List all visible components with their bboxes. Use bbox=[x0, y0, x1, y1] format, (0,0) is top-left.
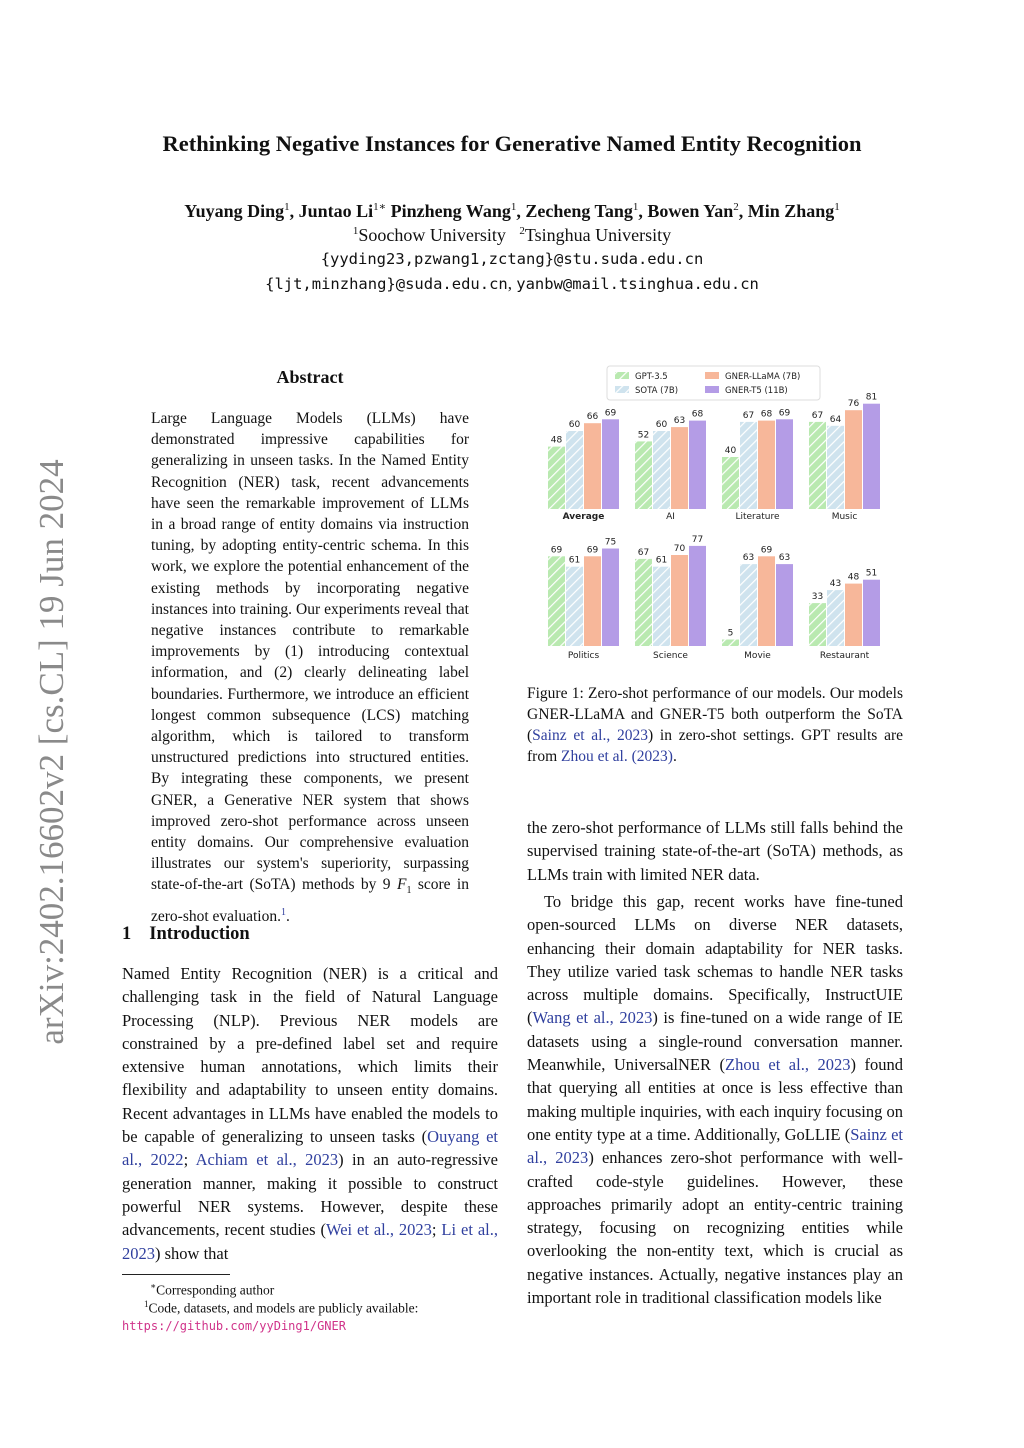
bar-value-label: 60 bbox=[655, 420, 668, 430]
citation-link[interactable]: Zhou et al., 2023 bbox=[725, 1055, 851, 1075]
citation-link[interactable]: Achiam et al., 2023 bbox=[195, 1150, 339, 1170]
bar-value-label: 66 bbox=[586, 412, 599, 423]
affiliations bbox=[0, 225, 1024, 246]
legend-swatch bbox=[705, 386, 719, 393]
bar-value-label: 48 bbox=[847, 572, 860, 583]
figure-1 bbox=[527, 362, 907, 662]
bar bbox=[635, 441, 652, 509]
legend-swatch bbox=[705, 372, 719, 379]
abstract-body: Large Language Models (LLMs) have demonstrated impressive capabilities for generalizing in unseen tasks. In the Named Entity Recognition (NER) task, recent advancements have seen the remarkable improvement of LLMs in a broad range of entity domains via instruction tuning, by adopting entity-centric schema. In this work, we explore the potential enhancement of the existing methods by incorporating negative instances into training. Our experiments reveal that negative instances contribute to remarkable improvements by (1) introducing contextual information, and (2) clearly delineating label boundaries. Furthermore, we introduce an efficient longest common subsequence (LCS) matching algorithm, which is tailored to transform unstructured predictions into structured entities. By integrating these components, we present GNER, a Generative NER system that shows improved zero-shot performance across unseen entity domains. Our comprehensive evaluation illustrates our system's superiority, surpassing state-of-the-art (SoTA) methods by 9 $F_1$ score in zero-shot evaluation.$^1$. bbox=[151, 410, 469, 925]
bar-value-label: 63 bbox=[742, 553, 755, 564]
author-list: Yuyang Ding$^1$, Juntao $Li^{1∗}$ Pinzheng Wang$^1$, Zecheng Tang$^1$, Bowen Yan$^2$, Min Zhang$^1$ bbox=[184, 201, 840, 221]
footnote-mark: 1 bbox=[144, 1299, 149, 1309]
author-name: Bowen Yan bbox=[647, 201, 734, 221]
footnote-rule bbox=[122, 1274, 230, 1275]
bar bbox=[722, 640, 739, 647]
bar-value-label: 52 bbox=[637, 430, 650, 441]
bar-value-label: 40 bbox=[724, 446, 737, 456]
author-name: Min Zhang bbox=[747, 201, 835, 221]
bar bbox=[809, 422, 826, 509]
legend-swatch bbox=[615, 372, 629, 379]
bar bbox=[602, 549, 619, 647]
email-line-2: {ljt,minzhang}@suda.edu.cn, yanbw@mail.tsinghua.edu.cn bbox=[265, 274, 759, 293]
chart-bars bbox=[548, 393, 880, 661]
legend-label: GNER-LLaMA (7B) bbox=[725, 372, 801, 382]
paper-title: Rethinking Negative Instances for Generative Named Entity Recognition bbox=[162, 131, 862, 156]
bar bbox=[548, 447, 565, 509]
category-label: Politics bbox=[567, 651, 600, 661]
intro-paragraph-1: Named Entity Recognition (NER) is a critical and challenging task in the field of Natural Language Processing (NLP). Previous NER models are constrained by a pre-defined label set and require extensive human annotations, which limits their flexibility and adaptability to unseen entity domains. Recent advantages in LLMs have enabled the models to be capable of generalizing to unseen tasks (Ouyang et al., 2022; Achiam et al., 2023) in an auto-regressive generation manner, making it possible to construct powerful NER systems. However, despite these advancements, recent studies (Wei et al., 2023; Li et al., 2023) show that bbox=[122, 964, 498, 1263]
citation-link[interactable]: Sainz et al., 2023 bbox=[532, 727, 648, 744]
citation-link[interactable]: Ouyang et al., 2022 bbox=[122, 1127, 498, 1170]
affiliation-mark: 1 bbox=[352, 225, 359, 237]
bar-value-label: 60 bbox=[568, 420, 581, 430]
bar-value-label: 77 bbox=[691, 534, 704, 545]
bar bbox=[827, 426, 844, 509]
bar-value-label: 61 bbox=[568, 555, 581, 566]
bar bbox=[635, 559, 652, 646]
bar bbox=[845, 584, 862, 646]
bar-value-label: 69 bbox=[604, 408, 617, 419]
github-link[interactable]: https://github.com/yyDing1/GNER bbox=[122, 1318, 346, 1333]
section-title: Introduction bbox=[149, 924, 250, 944]
footnote-text: Corresponding author bbox=[156, 1282, 275, 1298]
category-label: Science bbox=[653, 651, 688, 661]
author-mark: 1 bbox=[632, 201, 639, 213]
bar-value-label: 43 bbox=[829, 579, 842, 590]
bar bbox=[548, 556, 565, 646]
legend-label: SOTA (7B) bbox=[635, 386, 679, 396]
bar bbox=[602, 419, 619, 509]
bar bbox=[776, 419, 793, 509]
abstract-text: Large Language Models (LLMs) have demonstrated impressive capabilities for generalizing in unseen tasks. In the Named Entity Recognition (NER) task, recent advancements have seen the remarkable improvement of LLMs in a broad range of entity domains via instruction tuning, by adopting entity-centric schema. In this work, we explore the potential enhancement of the existing methods by incorporating negative instances into training. Our experiments reveal that negative instances contribute to remarkable improvements by (1) introducing contextual information, and (2) clearly delineating label boundaries. Furthermore, we introduce an efficient longest common subsequence (LCS) matching algorithm, which is tailored to transform unstructured predictions into structured entities. By integrating these components, we present GNER, a Generative NER system that shows improved zero-shot performance across unseen entity domains. Our comprehensive evaluation illustrates our system's superiority, surpassing state-of-the-art (SoTA) methods by 9 bbox=[151, 410, 469, 894]
abstract-heading: Abstract bbox=[276, 367, 344, 387]
citation-link[interactable]: Zhou et al. (2023) bbox=[561, 748, 673, 765]
author-mark: 2 bbox=[733, 201, 739, 213]
bar-value-label: 51 bbox=[865, 568, 878, 579]
bar-value-label: 67 bbox=[811, 410, 824, 421]
citation-link[interactable]: Sainz et al., 2023 bbox=[527, 1124, 903, 1168]
category-label: Music bbox=[831, 512, 858, 522]
bar-value-label: 70 bbox=[673, 544, 686, 554]
legend-label: GNER-T5 (11B) bbox=[725, 386, 788, 396]
bar-value-label: 69 bbox=[550, 545, 563, 556]
bar bbox=[653, 567, 670, 646]
bar-value-label: 75 bbox=[604, 537, 617, 548]
affiliation-mark: 2 bbox=[519, 225, 525, 237]
bar-value-label: 67 bbox=[637, 547, 650, 558]
arxiv-identifier: arXiv:2402.16602v2 [cs.CL] 19 Jun 2024 bbox=[32, 459, 71, 1045]
f1-subscript: 1 bbox=[406, 885, 412, 897]
bar-value-label: 48 bbox=[550, 435, 563, 446]
category-label: Literature bbox=[735, 512, 780, 522]
bar bbox=[653, 431, 670, 509]
author-mark: 1 bbox=[834, 201, 840, 213]
affiliation-name: Tsinghua University bbox=[524, 225, 672, 245]
bar-value-label: 81 bbox=[865, 392, 878, 403]
citation-link[interactable]: Li et al., 2023 bbox=[122, 1220, 498, 1263]
footnote-mark: ∗ bbox=[150, 1281, 157, 1291]
bar bbox=[758, 556, 775, 646]
bar bbox=[584, 423, 601, 509]
bar bbox=[689, 546, 706, 646]
bar bbox=[689, 421, 706, 509]
intro-paragraph-1-continued: the zero-shot performance of LLMs still falls behind the supervised training state-of-the-art (SoTA) methods, as LLMs train with limited NER data. bbox=[527, 818, 903, 884]
bar-value-label: 64 bbox=[829, 414, 842, 425]
bar-value-label: 63 bbox=[673, 416, 686, 427]
bar bbox=[566, 567, 583, 646]
bar-value-label: 69 bbox=[760, 545, 773, 556]
author-mark: 1∗ bbox=[373, 201, 387, 213]
footnote-2 bbox=[122, 1296, 498, 1335]
chart-legend bbox=[607, 366, 820, 400]
legend-swatch bbox=[615, 386, 629, 393]
bar bbox=[671, 555, 688, 646]
category-label: Restaurant bbox=[819, 651, 870, 661]
category-label: Average bbox=[562, 512, 605, 522]
author-mark: 1 bbox=[510, 201, 517, 213]
bar-value-label: 33 bbox=[811, 592, 824, 603]
bar-value-label: 63 bbox=[778, 553, 791, 564]
bar-value-label: 69 bbox=[586, 545, 599, 556]
affiliation-name: Soochow University bbox=[358, 225, 506, 245]
bar bbox=[671, 427, 688, 509]
author-name: Juntao Li bbox=[298, 201, 374, 221]
bar-chart bbox=[527, 362, 907, 662]
bar bbox=[776, 564, 793, 646]
footnote-ref[interactable]: 1 bbox=[280, 906, 286, 918]
figure-caption: Figure 1: Zero-shot performance of our models. Our models GNER-LLaMA and GNER-T5 both outperform the SoTA (Sainz et al., 2023) in zero-shot settings. GPT results are from Zhou et al. (2023). bbox=[527, 685, 903, 765]
bar bbox=[845, 410, 862, 509]
bar-value-label: 67 bbox=[742, 410, 755, 421]
author-name: Pinzheng Wang bbox=[390, 201, 511, 221]
bar bbox=[584, 556, 601, 646]
footnote-text: Code, datasets, and models are publicly available: bbox=[148, 1300, 419, 1316]
bar-value-label: 61 bbox=[655, 555, 668, 566]
intro-paragraph-2: To bridge this gap, recent works have fine-tuned open-sourced LLMs on diverse NER datasets, enhancing their domain adaptability for NER tasks. They utilize varied task schemas to handle NER tasks across multiple domains. Specifically, InstructUIE (Wang et al., 2023) is fine-tuned on a wide range of IE datasets using a single-round conversation manner. Meanwhile, UniversalNER (Zhou et al., 2023) found that querying all entities at once is less effective than making multiple inquiries, with each inquiry focusing on one entity type at a time. Additionally, GoLLIE (Sainz et al., 2023) enhances zero-shot performance with well-crafted code-style guidelines. However, these approaches primarily adopt an entity-centric training strategy, focusing on recognizing entities while overlooking the non-entity text, which is crucial as negative instances. Actually, negative instances play an important role in traditional classification models like bbox=[527, 892, 903, 1308]
bar bbox=[722, 457, 739, 509]
bar bbox=[566, 431, 583, 509]
bar-value-label: 68 bbox=[760, 409, 773, 420]
legend-label: GPT-3.5 bbox=[635, 372, 668, 382]
bar-value-label: 76 bbox=[847, 399, 860, 410]
bar bbox=[827, 590, 844, 646]
bar-value-label: 69 bbox=[778, 408, 791, 419]
bar bbox=[740, 564, 757, 646]
abstract-text-end: score in zero-shot evaluation. bbox=[151, 876, 469, 925]
bar-value-label: 5 bbox=[727, 628, 734, 639]
category-label: Movie bbox=[744, 651, 771, 661]
author-name: Yuyang Ding bbox=[184, 201, 285, 221]
citation-link[interactable]: Wei et al., 2023 bbox=[325, 1220, 432, 1240]
bar bbox=[863, 580, 880, 646]
citation-link[interactable]: Wang et al., 2023 bbox=[532, 1008, 653, 1028]
category-label: AI bbox=[666, 512, 675, 522]
author-mark: 1 bbox=[284, 201, 290, 213]
bar bbox=[863, 404, 880, 509]
bar-value-label: 68 bbox=[691, 409, 704, 420]
email-address: {ljt,minzhang}@suda.edu.cn bbox=[265, 275, 508, 293]
email-line-1: {yyding23,pzwang1,zctang}@stu.suda.edu.cn bbox=[320, 250, 704, 268]
bar bbox=[809, 603, 826, 646]
email-address: yanbw@mail.tsinghua.edu.cn bbox=[516, 275, 759, 293]
author-name: Zecheng Tang bbox=[525, 201, 633, 221]
section-heading bbox=[122, 924, 250, 945]
bar bbox=[740, 422, 757, 509]
section-number: 1 bbox=[122, 924, 132, 944]
f1-symbol: F bbox=[396, 876, 407, 894]
bar bbox=[758, 421, 775, 509]
